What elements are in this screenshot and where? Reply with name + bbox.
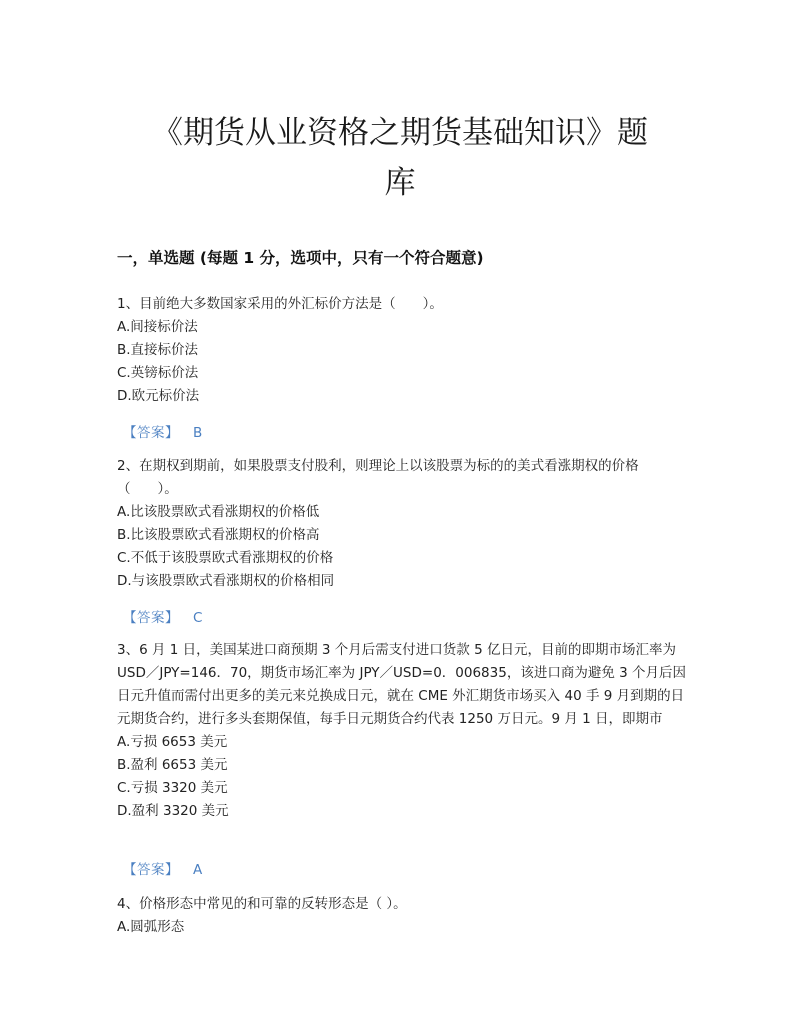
answer-value: B — [193, 425, 203, 441]
option-a: A.圆弧形态 — [117, 919, 185, 935]
question-stem: 4、价格形态中常见的和可靠的反转形态是（ ）。 — [117, 896, 407, 912]
option-c: C.英镑标价法 — [117, 365, 199, 381]
answer-value: C — [193, 610, 203, 626]
option-d: D.与该股票欧式看涨期权的价格相同 — [117, 573, 335, 589]
question-2 — [117, 455, 692, 593]
option-b: B.比该股票欧式看涨期权的价格高 — [117, 527, 320, 543]
section-heading: 一，单选题 (每题 1 分，选项中，只有一个符合题意) — [117, 249, 484, 267]
question-stem: 2、在期权到期前，如果股票支付股利，则理论上以该股票为标的的美式看涨期权的价格（ ）。 — [117, 458, 639, 497]
option-a: A.亏损 6653 美元 — [117, 734, 228, 750]
question-stem: 3、6 月 1 日，美国某进口商预期 3 个月后需支付进口货款 5 亿日元，目前的即期市场汇率为 USD／JPY=146．70，期货市场汇率为 JPY／USD=0．006835，该进口商为避免 3 个月后因日元升值而需付出更多的美元来兑换成日元，就在 CME 外汇期货市场买入 40 手 9 月到期的日元期货合约，进行多头套期保值，每手日元期货合约代表 1250 万日元。9 月 1 日，即期市 — [117, 642, 686, 727]
answer-label: 【答案】 — [123, 862, 179, 878]
question-4 — [117, 893, 692, 939]
option-c: C.不低于该股票欧式看涨期权的价格 — [117, 550, 334, 566]
option-c: C.亏损 3320 美元 — [117, 780, 228, 796]
option-d: D.欧元标价法 — [117, 388, 200, 404]
answer-3 — [123, 858, 203, 878]
question-stem: 1、目前绝大多数国家采用的外汇标价方法是（ ）。 — [117, 296, 443, 312]
title-line-1: 《期货从业资格之期货基础知识》题 — [152, 115, 648, 151]
option-b: B.盈利 6653 美元 — [117, 757, 228, 773]
answer-label: 【答案】 — [123, 425, 179, 441]
answer-value: A — [193, 862, 203, 878]
question-3 — [117, 639, 692, 823]
answer-1 — [123, 421, 203, 441]
answer-2 — [123, 606, 203, 626]
option-b: B.直接标价法 — [117, 342, 199, 358]
question-1 — [117, 293, 692, 408]
answer-label: 【答案】 — [123, 610, 179, 626]
title-line-2: 库 — [384, 165, 416, 201]
option-d: D.盈利 3320 美元 — [117, 803, 229, 819]
document-title — [0, 108, 800, 208]
option-a: A.间接标价法 — [117, 319, 198, 335]
option-a: A.比该股票欧式看涨期权的价格低 — [117, 504, 320, 520]
